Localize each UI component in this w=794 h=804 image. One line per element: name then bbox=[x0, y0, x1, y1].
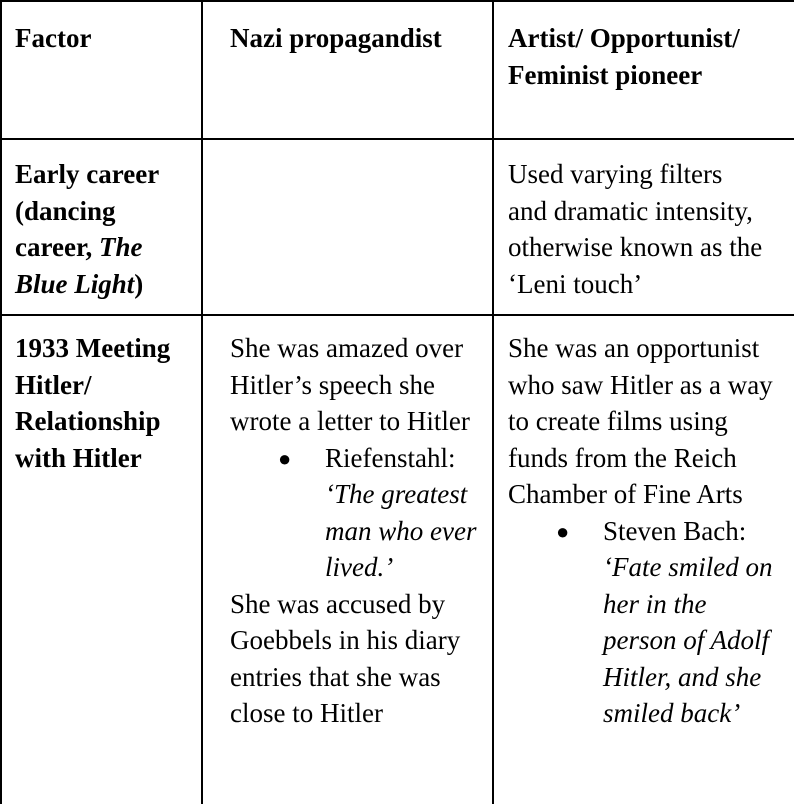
row2-artist-bullet-name: Steven Bach: bbox=[603, 515, 747, 546]
header-nazi-propagandist: Nazi propagandist bbox=[230, 23, 442, 53]
row2-nazi-bullet-name: Riefenstahl: bbox=[325, 442, 456, 473]
row2-factor: 1933 Meeting Hitler/ Relationship with Hitler bbox=[15, 333, 171, 473]
row2-nazi-outro: She was accused by Goebbels in his diary entries that she was close to Hitler bbox=[230, 588, 461, 728]
column-divider-2 bbox=[492, 0, 494, 804]
header-artist-opportunist: Artist/ Opportunist/ Feminist pioneer bbox=[508, 23, 740, 90]
list-item bbox=[508, 513, 778, 732]
bullet-icon: ● bbox=[556, 518, 570, 544]
row1-factor bbox=[15, 156, 193, 302]
row2-artist-bullet-quote: ‘Fate smiled on her in the person of Adolf Hitler, and she smiled back’ bbox=[603, 552, 773, 728]
row1-factor-text: Early career (dancing career, bbox=[15, 159, 159, 262]
list-item bbox=[230, 440, 482, 586]
row2-artist-bullets bbox=[508, 513, 778, 732]
row1-factor-tail: ) bbox=[134, 268, 144, 299]
table-border-top bbox=[0, 0, 794, 2]
header-factor: Factor bbox=[15, 23, 92, 53]
bullet-icon: ● bbox=[278, 445, 292, 471]
row1-artist-cell: Used varying filters and dramatic intensity, otherwise known as the ‘Leni touch’ bbox=[508, 159, 763, 299]
row2-nazi-bullet-quote: ‘The greatest man who ever lived.’ bbox=[325, 479, 477, 582]
header-divider bbox=[0, 138, 794, 140]
row1-factor-film-title: The Blue Light bbox=[15, 232, 143, 299]
row-divider bbox=[0, 314, 794, 316]
row2-artist-cell bbox=[508, 330, 778, 732]
row2-artist-intro: She was an opportunist who saw Hitler as a way to create films using funds from the Reich Chamber of Fine Arts bbox=[508, 333, 773, 509]
row2-nazi-intro: She was amazed over Hitler’s speech she wrote a letter to Hitler bbox=[230, 333, 470, 436]
row2-nazi-bullets bbox=[230, 440, 482, 586]
row2-nazi-cell bbox=[230, 330, 482, 732]
column-divider-1 bbox=[201, 0, 203, 804]
table-border-left bbox=[0, 0, 2, 804]
